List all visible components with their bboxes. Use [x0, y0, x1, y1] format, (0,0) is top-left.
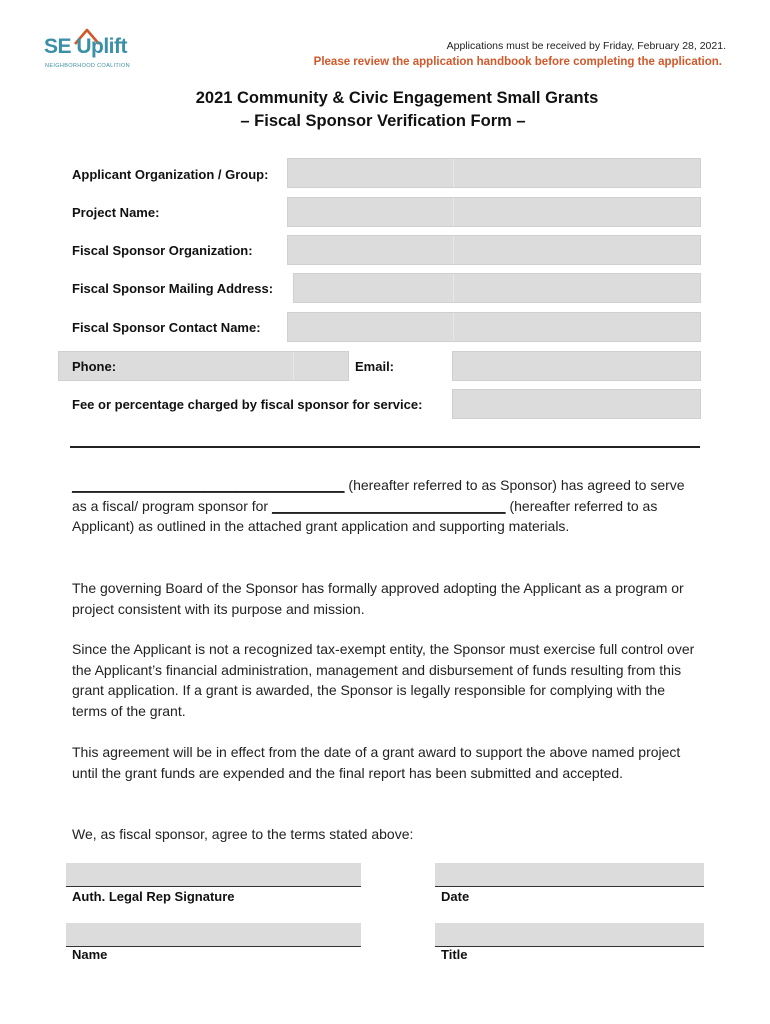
- signature-field[interactable]: [66, 863, 361, 887]
- agreement-paragraph-4: This agreement will be in effect from the date of a grant award to support the above named project until the grant funds are expended and the final report has been submitted and accepted.: [72, 744, 681, 781]
- fee-label: Fee or percentage charged by fiscal sponsor for service:: [72, 397, 423, 412]
- fee-field[interactable]: [452, 389, 701, 419]
- agreement-paragraph-2: The governing Board of the Sponsor has formally approved adopting the Applicant as a program or project consistent with its purpose and mission.: [72, 580, 684, 617]
- agreement-paragraph-1: [72, 475, 702, 537]
- logo-uplift: Uplift: [76, 35, 128, 58]
- title-label: Title: [441, 947, 468, 962]
- agreement-paragraph-3: Since the Applicant is not a recognized tax-exempt entity, the Sponsor must exercise full control over the Applicant’s financial administration, management and disbursement of funds resulting from this grant application. If a grant is awarded, the Sponsor is legally responsible for complying with the terms of the grant.: [72, 641, 695, 719]
- sponsor-org-label: Fiscal Sponsor Organization:: [72, 243, 253, 258]
- name-field[interactable]: [66, 923, 361, 947]
- phone-label: Phone:: [72, 359, 117, 374]
- project-name-label: Project Name:: [72, 205, 160, 220]
- email-label: Email:: [355, 359, 395, 374]
- title-field[interactable]: [435, 923, 704, 947]
- sponsor-address-field[interactable]: [293, 273, 701, 303]
- signature-label: Auth. Legal Rep Signature: [72, 889, 235, 904]
- date-label: Date: [441, 889, 470, 904]
- sponsor-org-field[interactable]: [287, 235, 701, 265]
- applicant-org-label: Applicant Organization / Group:: [72, 167, 269, 182]
- handbook-notice: Please review the application handbook before completing the application.: [313, 56, 722, 68]
- agreement-p1-text2: (hereafter referred to as Applicant) as outlined in the attached grant application and supporting materials.: [72, 497, 658, 535]
- sponsor-contact-field[interactable]: [287, 312, 701, 342]
- agreement-p1-text1: (hereafter referred to as Sponsor) has agreed to serve as a fiscal/ program sponsor for: [72, 477, 685, 514]
- name-label: Name: [72, 947, 108, 962]
- date-field[interactable]: [435, 863, 704, 887]
- section-divider: [70, 446, 700, 448]
- logo-se: SE: [44, 35, 72, 58]
- sponsor-address-label: Fiscal Sponsor Mailing Address:: [72, 281, 274, 296]
- logo-subtitle: NEIGHBORHOOD COALITION: [45, 63, 130, 69]
- sponsor-name-blank[interactable]: ___________________________________: [72, 477, 345, 493]
- applicant-org-field[interactable]: [287, 158, 701, 188]
- logo-wordmark: [44, 35, 127, 59]
- email-field[interactable]: [452, 351, 701, 381]
- deadline-notice: Applications must be received by Friday, February 28, 2021.: [446, 40, 726, 52]
- project-name-field[interactable]: [287, 197, 701, 227]
- applicant-name-blank[interactable]: ______________________________: [271, 497, 506, 514]
- form-title: 2021 Community & Civic Engagement Small Grants: [195, 89, 599, 107]
- sponsor-contact-label: Fiscal Sponsor Contact Name:: [72, 320, 261, 335]
- se-uplift-logo: [42, 26, 152, 76]
- form-subtitle: – Fiscal Sponsor Verification Form –: [240, 112, 526, 130]
- agreement-paragraph-5: We, as fiscal sponsor, agree to the terms stated above:: [72, 826, 414, 842]
